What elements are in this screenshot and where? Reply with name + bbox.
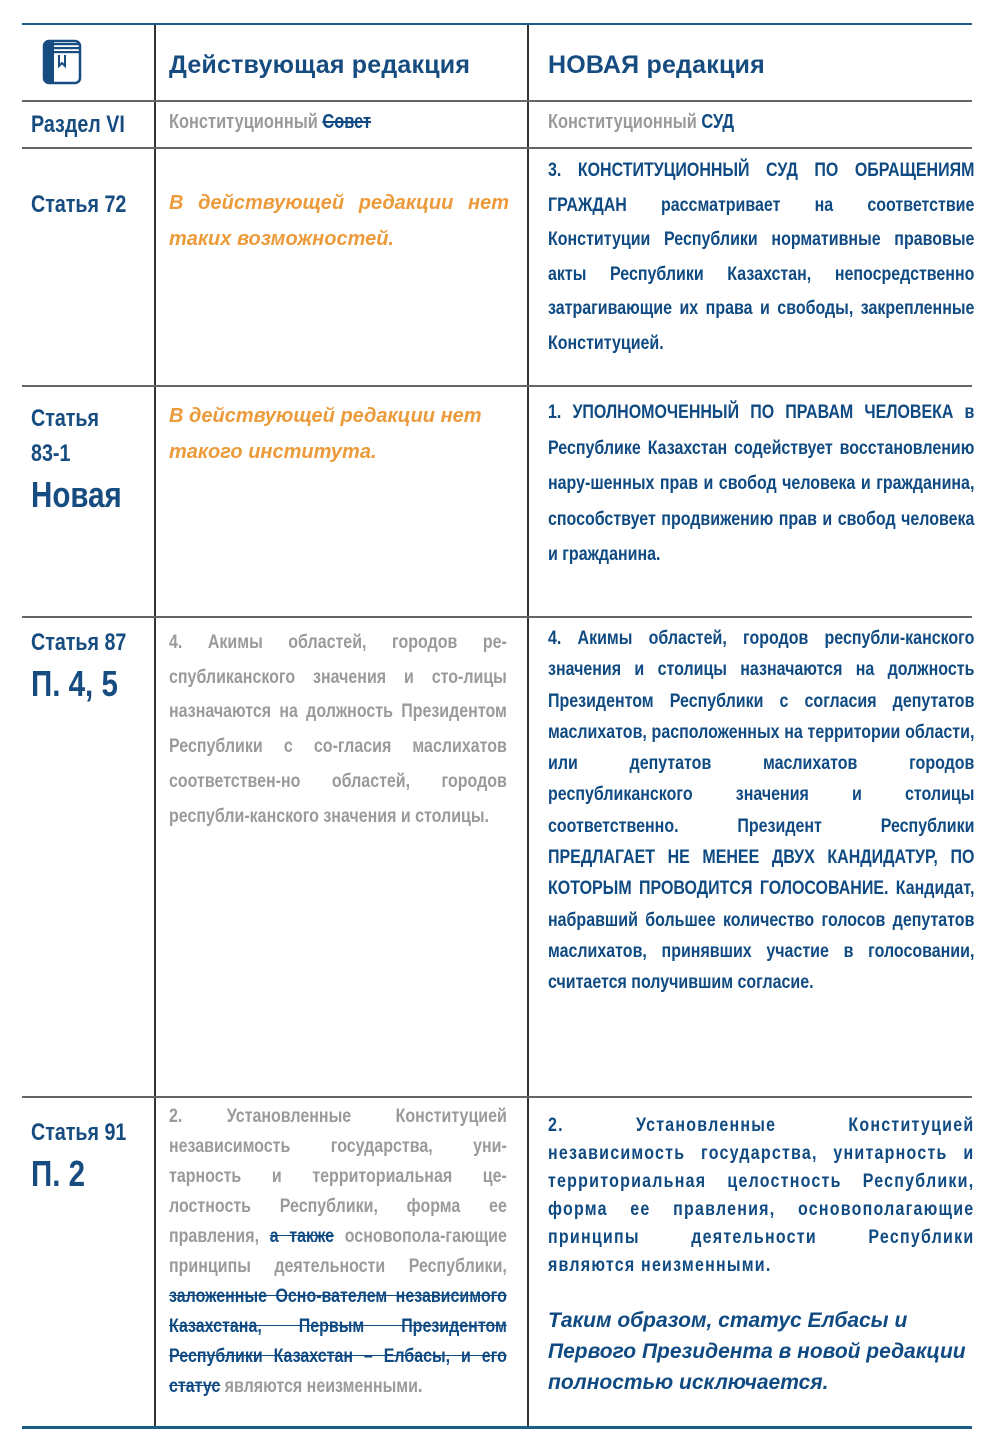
- current-struck: Совет: [322, 111, 372, 133]
- current-text: 4. Акимы областей, городов ре-спубликанского значения и сто-лицы назначаются на должность Президентом Республики с со-гласия маслихатов соответствен-но областей, городов республи-канского значения и столицы.: [169, 631, 507, 827]
- row-label: [31, 401, 142, 519]
- new-plain: Конституционный: [548, 111, 702, 133]
- row-divider: [22, 147, 972, 149]
- book-icon: [42, 39, 82, 85]
- row-divider: [22, 385, 972, 387]
- new-text: 3. КОНСТИТУЦИОННЫЙ СУД ПО ОБРАЩЕНИЯМ ГРАЖДАН рассматривает на соответствие Конституции Республики нормативные правовые акты Республики Казахстан, непосредственно затрагивающие их права и свободы, закрепленные Конституцией.: [548, 159, 975, 354]
- current-plain: основопола-гающие принципы деятельности Республики,: [169, 1225, 507, 1277]
- row-label-line: 83-1: [31, 440, 71, 467]
- new-text: 1. УПОЛНОМОЧЕННЫЙ ПО ПРАВАМ ЧЕЛОВЕКА в Республике Казахстан содействует восстановлению нару-шенных прав и свобод человека и гражданина, способствует продвижению прав и свобод человека и гражданина.: [548, 401, 975, 565]
- row-label-line: Статья 87: [31, 629, 127, 656]
- current-text: [169, 1101, 507, 1401]
- header-new-edition: НОВАЯ редакция: [548, 51, 765, 79]
- row-label-line: П. 4, 5: [31, 663, 118, 704]
- new-text: 2. Установленные Конституцией независимость государства, унитарность и территориальная целостность Республики, форма ее правления, основополагающие принципы деятельности Республики являются неизменными.: [548, 1114, 975, 1276]
- new-text: 4. Акимы областей, городов республи-канского значения и столицы назначаются на должность Президентом Республики с согласия депутатов маслихатов, расположенных на территории области, или депутатов маслихатов городов республиканского значения и столицы соответственно. Президент Республики ПРЕДЛАГАЕТ НЕ МЕНЕЕ ДВУХ КАНДИДАТУР, ПО КОТОРЫМ ПРОВОДИТСЯ ГОЛОСОВАНИЕ. Кандидат, набравший большее количество голосов депутатов маслихатов, принявших участие в голосовании, считается получившим согласие.: [548, 627, 975, 994]
- row-label: [31, 1115, 147, 1198]
- column-divider: [527, 25, 529, 1426]
- current-struck: заложенные Осно-вателем независимого Казахстана, Первым Президентом Республики Казахстан – Елбасы, и его статус: [169, 1285, 507, 1397]
- row-label: [31, 625, 147, 708]
- current-struck: а также: [269, 1225, 335, 1247]
- current-text: В действующей редакции нет таких возможностей.: [169, 192, 509, 250]
- row-divider: [22, 616, 972, 618]
- row-label-line: П. 2: [31, 1153, 86, 1194]
- new-bold: СУД: [701, 111, 735, 133]
- current-text: В действующей редакции нет такого института.: [169, 405, 482, 463]
- row-label-line: Статья: [31, 405, 100, 432]
- table-bottom-rule: [22, 1426, 972, 1429]
- row-divider: [22, 1096, 972, 1098]
- header-current-edition: Действующая редакция: [169, 51, 471, 79]
- new-article-badge: Новая: [31, 474, 122, 515]
- table-top-rule: [22, 23, 972, 25]
- row-label-line: Статья 91: [31, 1119, 127, 1146]
- comparison-table: [22, 23, 975, 1429]
- row-label: Раздел VI: [31, 111, 125, 138]
- conclusion-text: Таким образом, статус Елбасы и Первого Президента в новой редакции полностью исключается.: [548, 1309, 966, 1394]
- column-divider: [154, 25, 156, 1426]
- current-plain: 2. Установленные Конституцией независимость государства, уни-тарность и территориальная це-лостность Республики, форма ее правления,: [169, 1105, 507, 1247]
- current-plain: являются неизменными.: [220, 1375, 423, 1397]
- current-plain: Конституционный: [169, 111, 323, 133]
- row-label: Статья 72: [31, 191, 127, 218]
- row-divider: [22, 100, 972, 102]
- current-text: [169, 111, 371, 134]
- new-text: [548, 111, 734, 134]
